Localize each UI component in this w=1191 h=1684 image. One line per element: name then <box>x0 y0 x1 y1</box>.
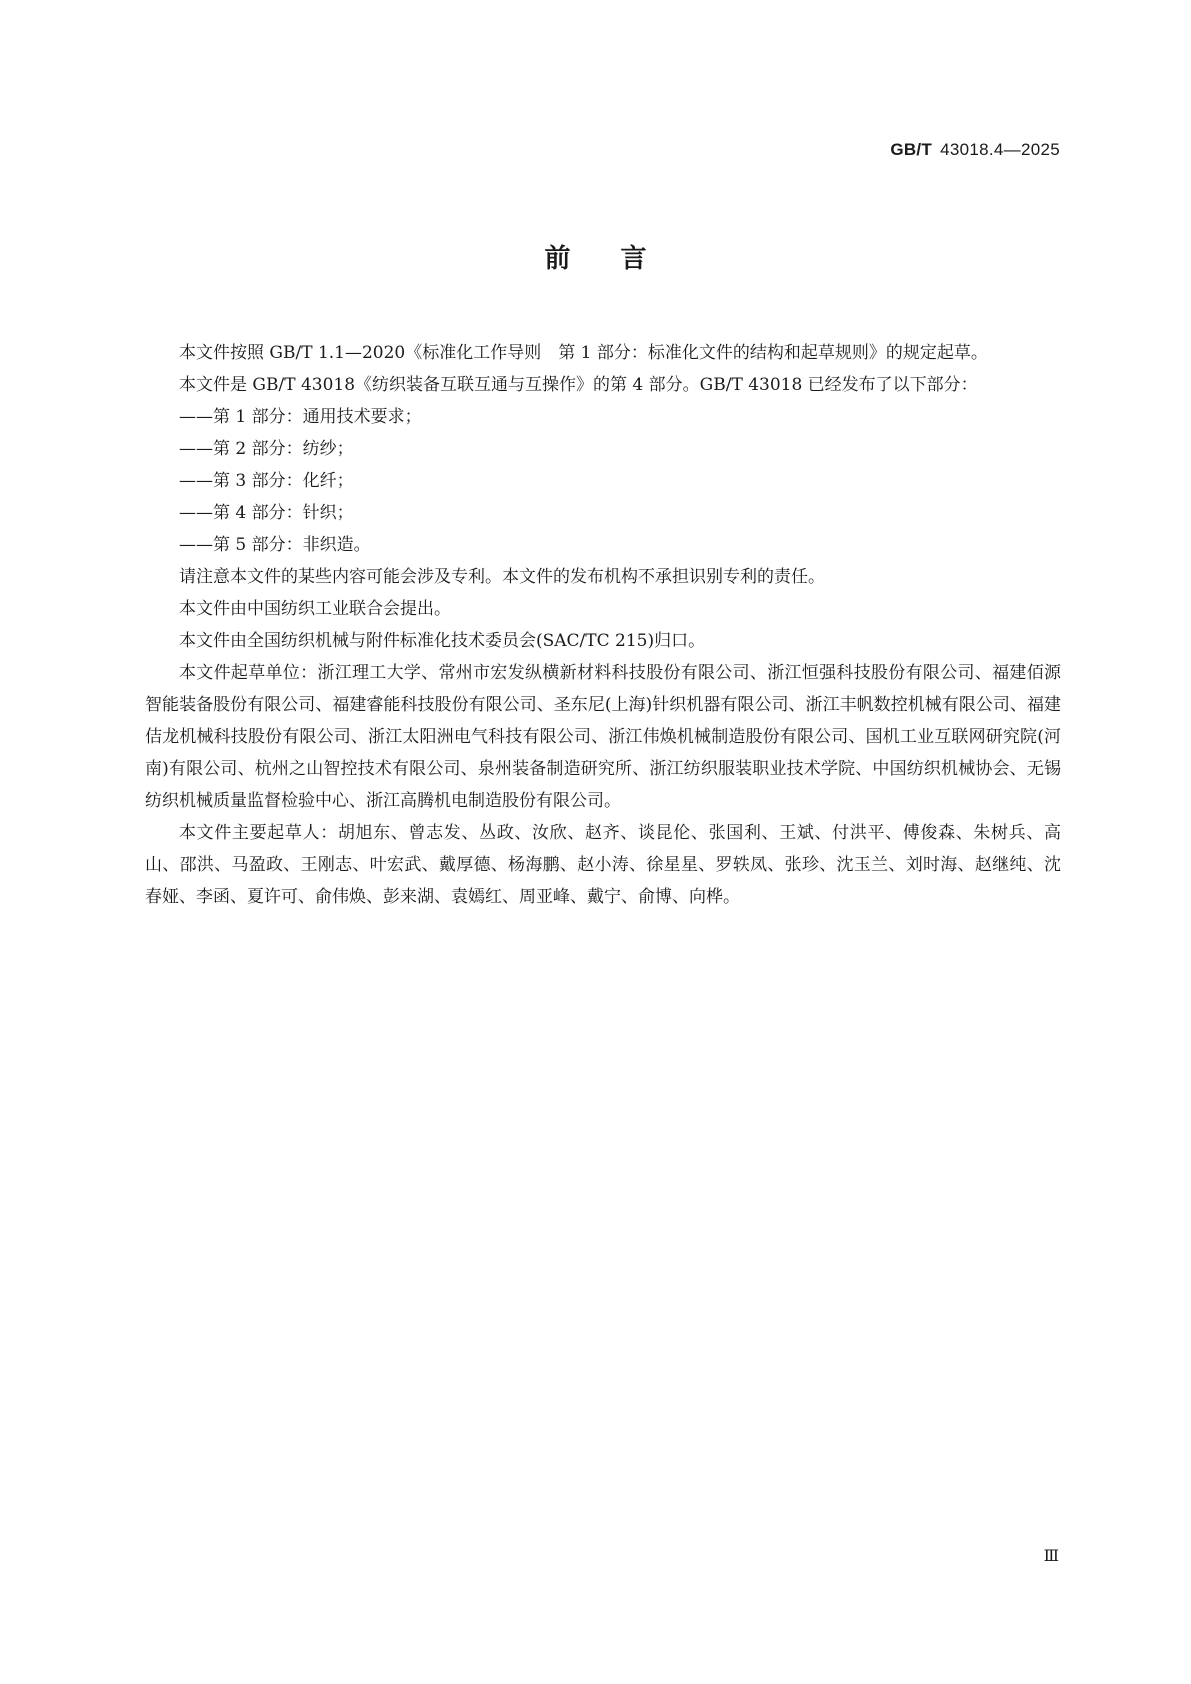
page-number: Ⅲ <box>1043 1548 1059 1565</box>
document-code-number: 43018.4—2025 <box>940 140 1060 159</box>
list-item: ——第 1 部分：通用技术要求； <box>179 407 422 427</box>
paragraph-committee: 本文件由全国纺织机械与附件标准化技术委员会(SAC/TC 215)归口。 <box>179 631 706 651</box>
list-item: ——第 5 部分：非织造。 <box>179 535 371 555</box>
foreword-body <box>145 337 1061 913</box>
document-code <box>890 140 1060 160</box>
list-item: ——第 3 部分：化纤； <box>179 471 354 491</box>
paragraph-drafting-rules: 本文件按照 GB/T 1.1—2020《标准化工作导则 第 1 部分：标准化文件的结构和起草规则》的规定起草。 <box>179 343 988 363</box>
page-title: 前言 <box>544 244 697 274</box>
paragraph-series-parts: 本文件是 GB/T 43018《纺织装备互联互通与互操作》的第 4 部分。GB/T 43018 已经发布了以下部分： <box>179 375 978 395</box>
document-code-prefix: GB/T <box>890 140 933 159</box>
paragraph-proposer: 本文件由中国纺织工业联合会提出。 <box>179 599 451 619</box>
list-item: ——第 4 部分：针织； <box>179 503 354 523</box>
paragraph-patent-notice: 请注意本文件的某些内容可能会涉及专利。本文件的发布机构不承担识别专利的责任。 <box>179 567 825 587</box>
paragraph-drafting-units: 本文件起草单位：浙江理工大学、常州市宏发纵横新材料科技股份有限公司、浙江恒强科技股份有限公司、福建佰源智能装备股份有限公司、福建睿能科技股份有限公司、圣东尼(上海)针织机器有限公司、浙江丰帆数控机械有限公司、福建佶龙机械科技股份有限公司、浙江太阳洲电气科技有限公司、浙江伟焕机械制造股份有限公司、国机工业互联网研究院(河南)有限公司、杭州之山智控技术有限公司、泉州装备制造研究所、浙江纺织服装职业技术学院、中国纺织机械协会、无锡纺织机械质量监督检验中心、浙江高腾机电制造股份有限公司。 <box>145 663 1061 811</box>
paragraph-drafters: 本文件主要起草人：胡旭东、曾志发、丛政、汝欣、赵齐、谈昆伦、张国利、王斌、付洪平、傅俊森、朱树兵、高山、邵洪、马盈政、王刚志、叶宏武、戴厚德、杨海鹏、赵小涛、徐星星、罗轶凤、张珍、沈玉兰、刘时海、赵继纯、沈春娅、李函、夏许可、俞伟焕、彭来湖、袁嫣红、周亚峰、戴宁、俞博、向桦。 <box>145 823 1061 907</box>
parts-list <box>145 401 1061 561</box>
list-item: ——第 2 部分：纺纱； <box>179 439 354 459</box>
